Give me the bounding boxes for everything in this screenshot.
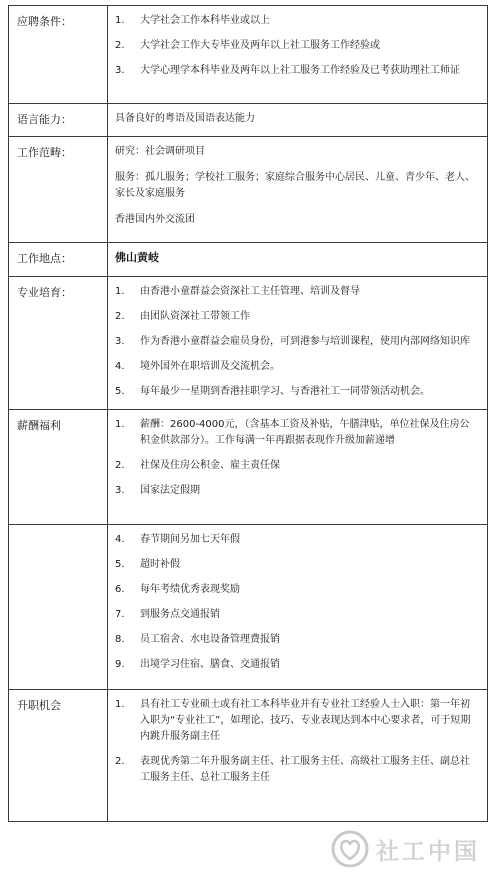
list-item: 9. 出境学习住宿、膳食、交通报销 [115,659,280,670]
row-label: 薪酬福利 [9,410,108,524]
list-item: 3. 大学心理学本科毕业及两年以上社工服务工作经验及已考获助理社工师证 [115,65,460,76]
row-content [108,137,487,242]
row-training [9,276,487,409]
row-content [108,690,487,821]
watermark-text: 社工中国 [376,838,480,865]
row-promotion [9,689,487,821]
list-item: 1. 具有社工专业硕士或有社工本科毕业并有专业社工经验人士入职：第一年初入职为“专业社工”，如理论、技巧、专业表现达到本中心要求者，可于短期内跳升服务副主任 [115,699,471,742]
list-item: 8. 员工宿舍、水电设备管理费报销 [115,634,280,645]
row-qualifications [9,6,487,103]
list-item: 2. 由团队资深社工带领工作 [115,311,250,322]
language-text: 具备良好的粤语及国语表达能力 [115,113,255,124]
row-content [108,104,487,136]
job-info-table [8,5,488,822]
list-item: 5. 超时补假 [115,559,180,570]
social-work-logo-icon [330,829,370,869]
scope-paragraph: 研究：社会调研项目 [115,146,205,157]
row-location [9,242,487,276]
row-benefits [9,409,487,524]
list-item: 1. 大学社会工作本科毕业或以上 [115,15,270,26]
list-item: 5. 每年最少一星期到香港挂职学习、与香港社工一同带领活动机会。 [115,386,430,397]
watermark [330,826,490,872]
list-item: 7. 到服务点交通报销 [115,609,220,620]
list-item: 4. 境外国外在职培训及交流机会。 [115,361,280,372]
list-item: 1. 由香港小童群益会资深社工主任管理、培训及督导 [115,286,360,297]
row-label: 工作地点： [9,243,108,276]
row-content [108,525,487,689]
row-label: 应聘条件： [9,6,108,103]
row-content [108,243,487,276]
row-content [108,6,487,103]
row-label-empty [9,525,108,689]
list-item: 3. 国家法定假期 [115,485,200,496]
row-label: 工作范畴： [9,137,108,242]
scope-paragraph: 服务：孤儿服务；学校社工服务；家庭综合服务中心居民、儿童、青少年、老人、家长及家庭服务 [115,172,475,199]
row-content [108,277,487,409]
location-text: 佛山黄岐 [115,251,159,264]
row-label: 专业培育： [9,277,108,409]
row-language [9,103,487,136]
list-item: 4. 春节期间另加七天年假 [115,534,240,545]
list-item: 2. 社保及住房公积金、雇主责任保 [115,460,280,471]
row-content [108,410,487,524]
list-item: 1. 薪酬：2600-4000元，（含基本工资及补贴，午膳津贴，单位社保及住房公积金供款部分）。工作每满一年再跟据表现作升级加薪递增 [115,419,470,446]
list-item: 6. 每年考绩优秀表现奖励 [115,584,240,595]
scope-paragraph: 香港国内外交流团 [115,214,195,225]
row-label: 升职机会 [9,690,108,821]
list-item: 3. 作为香港小童群益会雇员身份，可到港参与培训课程，使用内部网络知识库 [115,336,470,347]
list-item: 2. 大学社会工作大专毕业及两年以上社工服务工作经验或 [115,40,380,51]
list-item: 2. 表现优秀第二年升服务副主任、社工服务主任、高级社工服务主任、副总社工服务主任、总社工服务主任 [115,756,470,783]
row-scope [9,136,487,242]
row-label: 语言能力： [9,104,108,136]
row-benefits-continued [9,524,487,689]
